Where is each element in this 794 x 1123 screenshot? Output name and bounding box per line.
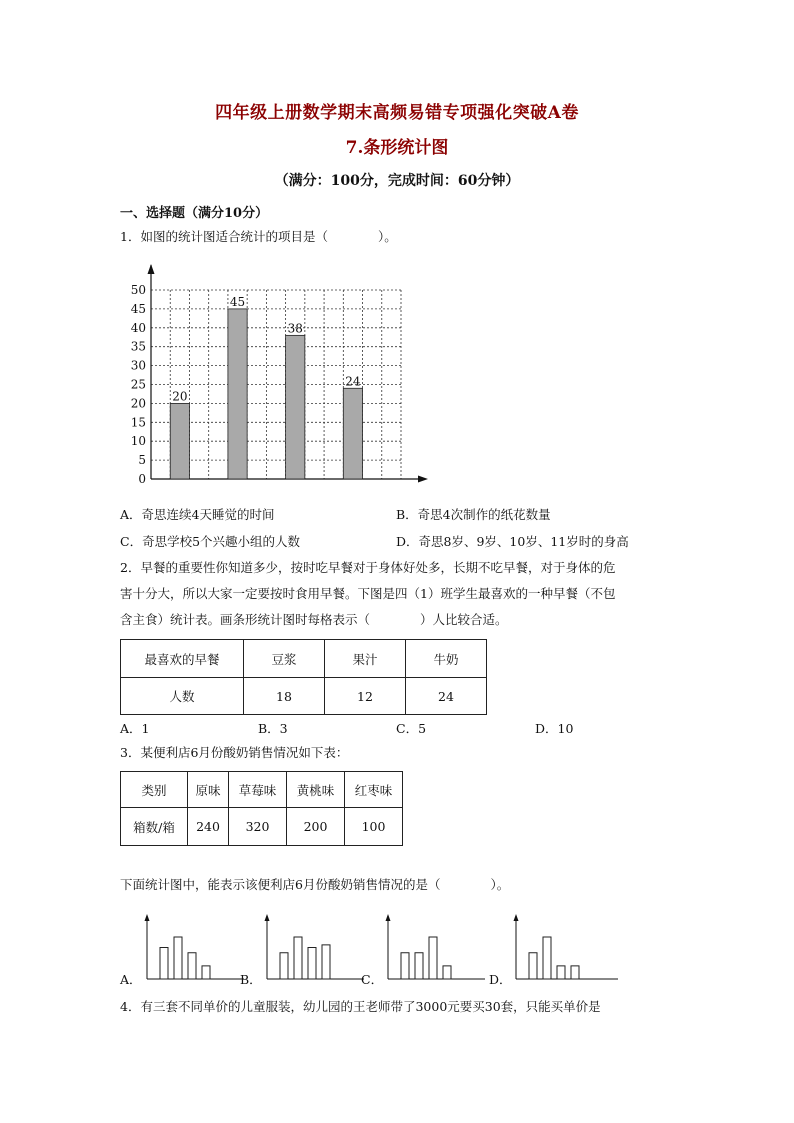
q2-table-cell: 人数	[121, 678, 244, 715]
q2-table	[120, 639, 487, 715]
q1-stem: 1．如图的统计图适合统计的项目是（ ）。	[120, 229, 397, 244]
q3-table-data-row	[121, 808, 403, 846]
mini-bar	[202, 966, 210, 979]
q3-table-cell: 320	[229, 808, 287, 846]
mini-bar	[188, 953, 196, 979]
q2-line-3: 含主食）统计表。画条形统计图时每格表示（ ）人比较合适。	[120, 612, 508, 627]
q2-table-cell: 18	[244, 678, 325, 715]
bar	[170, 403, 189, 479]
q2-option-a[interactable]: A．1	[120, 721, 150, 736]
q2-option-b[interactable]: B．3	[258, 721, 288, 736]
mini-y-axis-arrow	[145, 914, 150, 921]
mini-bar	[160, 948, 168, 980]
y-tick-label: 25	[130, 377, 146, 392]
q3-stem-2: 下面统计图中，能表示该便利店6月份酸奶销售情况的是（ ）。	[120, 877, 510, 892]
q2-table-header-row	[121, 640, 487, 678]
q3-option-b-label[interactable]: B．	[240, 972, 262, 987]
mini-y-axis-arrow	[514, 914, 519, 921]
document-subtitle: 7.条形统计图	[345, 138, 449, 158]
q3-table-header-row	[121, 772, 403, 808]
q3-table-cell: 200	[287, 808, 345, 846]
y-tick-label: 15	[130, 415, 146, 430]
x-axis-arrow	[418, 476, 428, 483]
mini-y-axis-arrow	[265, 914, 270, 921]
q2-table-cell: 12	[325, 678, 406, 715]
mini-bar	[294, 937, 302, 979]
q2-line-2: 害十分大，所以大家一定要按时食用早餐。下图是四（1）班学生最喜欢的一种早餐（不包	[120, 586, 616, 601]
mini-bar	[308, 948, 316, 980]
q3-option-d-label[interactable]: D．	[489, 972, 512, 987]
y-tick-label: 10	[130, 434, 146, 449]
mini-y-axis-arrow	[386, 914, 391, 921]
y-tick-label: 0	[138, 472, 146, 486]
q3-table-cell: 240	[188, 808, 229, 846]
mini-bar	[443, 966, 451, 979]
mini-bar	[529, 953, 537, 979]
q3-option-b-chart[interactable]	[258, 910, 368, 985]
q3-option-c-chart[interactable]	[379, 910, 489, 985]
mini-bar	[322, 945, 330, 979]
q2-option-c[interactable]: C．5	[396, 721, 427, 736]
q3-option-a-chart[interactable]	[138, 910, 248, 985]
score-info: （满分：100分，完成时间：60分钟）	[274, 173, 520, 189]
q2-table-cell: 最喜欢的早餐	[121, 640, 244, 678]
mini-bar	[429, 937, 437, 979]
mini-bar	[280, 953, 288, 979]
q3-table-cell: 箱数/箱	[121, 808, 188, 846]
y-tick-label: 50	[130, 283, 146, 297]
y-tick-label: 45	[130, 301, 146, 316]
q2-table-cell: 豆浆	[244, 640, 325, 678]
bar	[228, 309, 247, 479]
q3-table-cell: 原味	[188, 772, 229, 808]
y-tick-label: 40	[130, 320, 146, 335]
q3-table-cell: 100	[345, 808, 403, 846]
section-title: 一、选择题（满分10分）	[120, 206, 269, 221]
bar	[343, 388, 362, 479]
q3-option-d-chart[interactable]	[507, 910, 622, 985]
q3-stem: 3．某便利店6月份酸奶销售情况如下表：	[120, 745, 349, 760]
y-tick-label: 35	[130, 339, 146, 354]
q3-table-cell: 类别	[121, 772, 188, 808]
mini-bar	[415, 953, 423, 979]
q2-line-1: 2．早餐的重要性你知道多少，按时吃早餐对于身体好处多，长期不吃早餐，对于身体的危	[120, 560, 616, 575]
document-title: 四年级上册数学期末高频易错专项强化突破A卷	[215, 103, 579, 123]
y-axis-arrow	[148, 264, 155, 274]
q2-table-cell: 24	[406, 678, 487, 715]
q3-option-a-label[interactable]: A．	[120, 972, 142, 987]
mini-bar	[571, 966, 579, 979]
mini-bar	[174, 937, 182, 979]
bar-data-label: 38	[287, 321, 303, 336]
q3-option-c-label[interactable]: C．	[361, 972, 384, 987]
q1-option-a[interactable]: A．奇思连续4天睡觉的时间	[120, 507, 275, 522]
q2-table-cell: 果汁	[325, 640, 406, 678]
q1-option-c[interactable]: C．奇思学校5个兴趣小组的人数	[120, 534, 301, 549]
q3-table-cell: 黄桃味	[287, 772, 345, 808]
bar-data-label: 24	[345, 374, 361, 389]
q4-stem: 4．有三套不同单价的儿童服装，幼儿园的王老师带了3000元要买30套，只能买单价是	[120, 999, 601, 1014]
q1-bar-chart	[120, 255, 440, 495]
mini-bar	[543, 937, 551, 979]
q3-table-cell: 草莓味	[229, 772, 287, 808]
mini-bar	[401, 953, 409, 979]
y-tick-label: 5	[138, 453, 146, 468]
q2-table-cell: 牛奶	[406, 640, 487, 678]
q3-table	[120, 771, 403, 846]
q2-table-data-row	[121, 678, 487, 715]
q2-option-d[interactable]: D．10	[535, 721, 574, 736]
bar-data-label: 20	[172, 389, 188, 404]
y-tick-label: 20	[130, 396, 146, 411]
bar	[286, 335, 305, 479]
q1-option-b[interactable]: B．奇思4次制作的纸花数量	[396, 507, 551, 522]
bar-data-label: 45	[229, 294, 246, 309]
mini-bar	[557, 966, 565, 979]
q1-option-d[interactable]: D．奇思8岁、9岁、10岁、11岁时的身高	[396, 534, 629, 549]
q3-table-cell: 红枣味	[345, 772, 403, 808]
y-tick-label: 30	[130, 358, 146, 373]
